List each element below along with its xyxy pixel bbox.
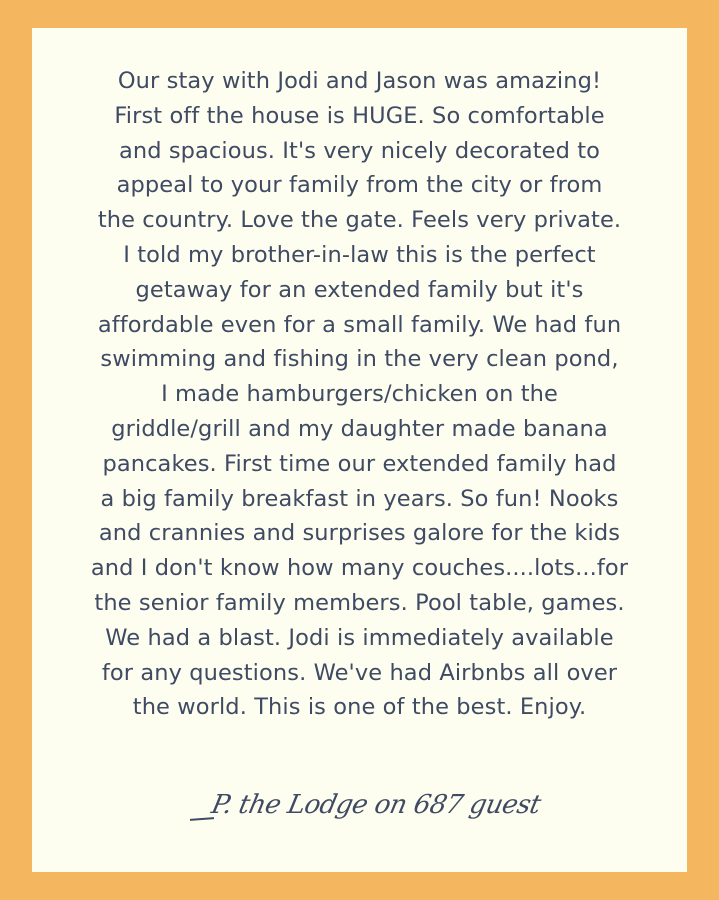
review-line: and I don't know how many couches....lots...for xyxy=(90,555,629,582)
review-line: First off the house is HUGE. So comfortable xyxy=(114,102,605,129)
review-line: griddle/grill and my daughter made banana xyxy=(111,415,608,442)
review-line: pancakes. First time our extended family had xyxy=(102,450,617,477)
review-card xyxy=(32,28,687,872)
review-line: I told my brother-in-law this is the perfect xyxy=(123,241,596,268)
review-line: affordable even for a small family. We had fun xyxy=(97,311,622,338)
signature xyxy=(182,776,582,856)
review-line: getaway for an extended family but it's xyxy=(135,276,584,303)
review-line: for any questions. We've had Airbnbs all over xyxy=(101,659,618,686)
review-line: the world. This is one of the best. Enjoy. xyxy=(132,694,587,721)
review-line: and spacious. It's very nicely decorated to xyxy=(118,137,601,164)
review-line: the senior family members. Pool table, games. xyxy=(94,589,625,616)
review-line: swimming and fishing in the very clean pond, xyxy=(100,346,619,373)
review-line: and crannies and surprises galore for the kids xyxy=(98,520,621,547)
review-line: We had a blast. Jodi is immediately available xyxy=(105,624,614,651)
review-line: the country. Love the gate. Feels very private. xyxy=(97,207,622,234)
review-line: Our stay with Jodi and Jason was amazing! xyxy=(117,68,602,94)
review-line: appeal to your family from the city or from xyxy=(116,172,603,199)
review-text xyxy=(70,64,649,725)
review-line: a big family breakfast in years. So fun! Nooks xyxy=(100,485,619,512)
review-line: I made hamburgers/chicken on the xyxy=(161,381,558,408)
signature-text: P. the Lodge on 687 guest xyxy=(208,790,544,820)
